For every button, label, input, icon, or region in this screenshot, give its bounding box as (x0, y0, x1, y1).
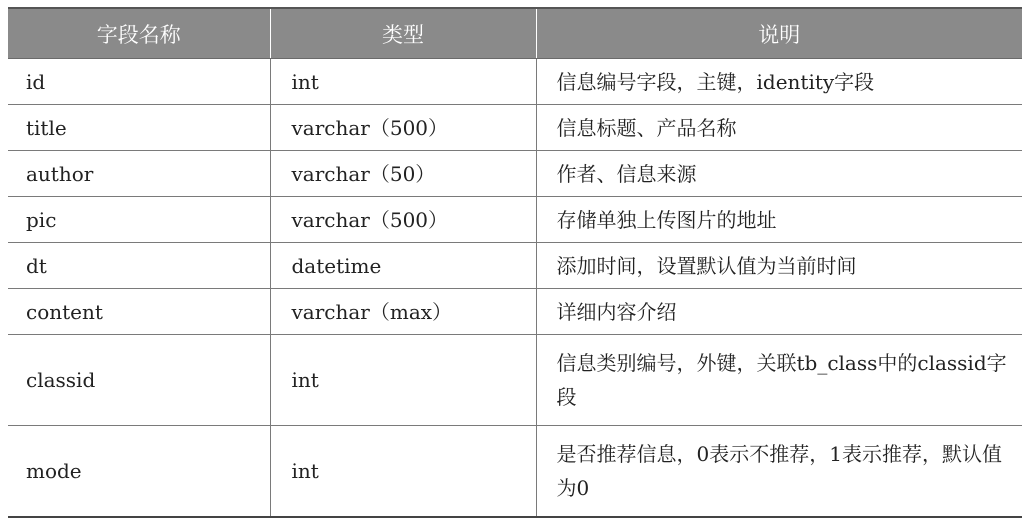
table-row (8, 335, 1022, 426)
description-cell: 是否推荐信息，0表示不推荐，1表示推荐，默认值为0 (536, 426, 1022, 518)
type-cell: varchar（500） (270, 197, 536, 243)
field-name-cell: content (8, 289, 270, 335)
type-cell: varchar（500） (270, 105, 536, 151)
field-name-cell: dt (8, 243, 270, 289)
table-body (8, 59, 1022, 518)
table-row (8, 289, 1022, 335)
description-cell: 详细内容介绍 (536, 289, 1022, 335)
field-definition-table (8, 7, 1022, 518)
table-row (8, 197, 1022, 243)
header-description: 说明 (536, 8, 1022, 59)
table-row (8, 59, 1022, 105)
type-cell: int (270, 335, 536, 426)
field-name-cell: pic (8, 197, 270, 243)
field-name-cell: mode (8, 426, 270, 518)
description-cell: 信息类别编号，外键，关联tb_class中的classid字段 (536, 335, 1022, 426)
table-row (8, 243, 1022, 289)
type-cell: int (270, 59, 536, 105)
header-row (8, 8, 1022, 59)
description-cell: 添加时间，设置默认值为当前时间 (536, 243, 1022, 289)
type-cell: varchar（50） (270, 151, 536, 197)
header-field-name: 字段名称 (8, 8, 270, 59)
description-cell: 存储单独上传图片的地址 (536, 197, 1022, 243)
table-header (8, 8, 1022, 59)
field-name-cell: classid (8, 335, 270, 426)
type-cell: datetime (270, 243, 536, 289)
table-row (8, 151, 1022, 197)
description-cell: 信息编号字段，主键，identity字段 (536, 59, 1022, 105)
table-row (8, 105, 1022, 151)
field-name-cell: author (8, 151, 270, 197)
table-row (8, 426, 1022, 518)
description-cell: 作者、信息来源 (536, 151, 1022, 197)
field-name-cell: id (8, 59, 270, 105)
header-type: 类型 (270, 8, 536, 59)
type-cell: varchar（max） (270, 289, 536, 335)
description-cell: 信息标题、产品名称 (536, 105, 1022, 151)
field-name-cell: title (8, 105, 270, 151)
type-cell: int (270, 426, 536, 518)
